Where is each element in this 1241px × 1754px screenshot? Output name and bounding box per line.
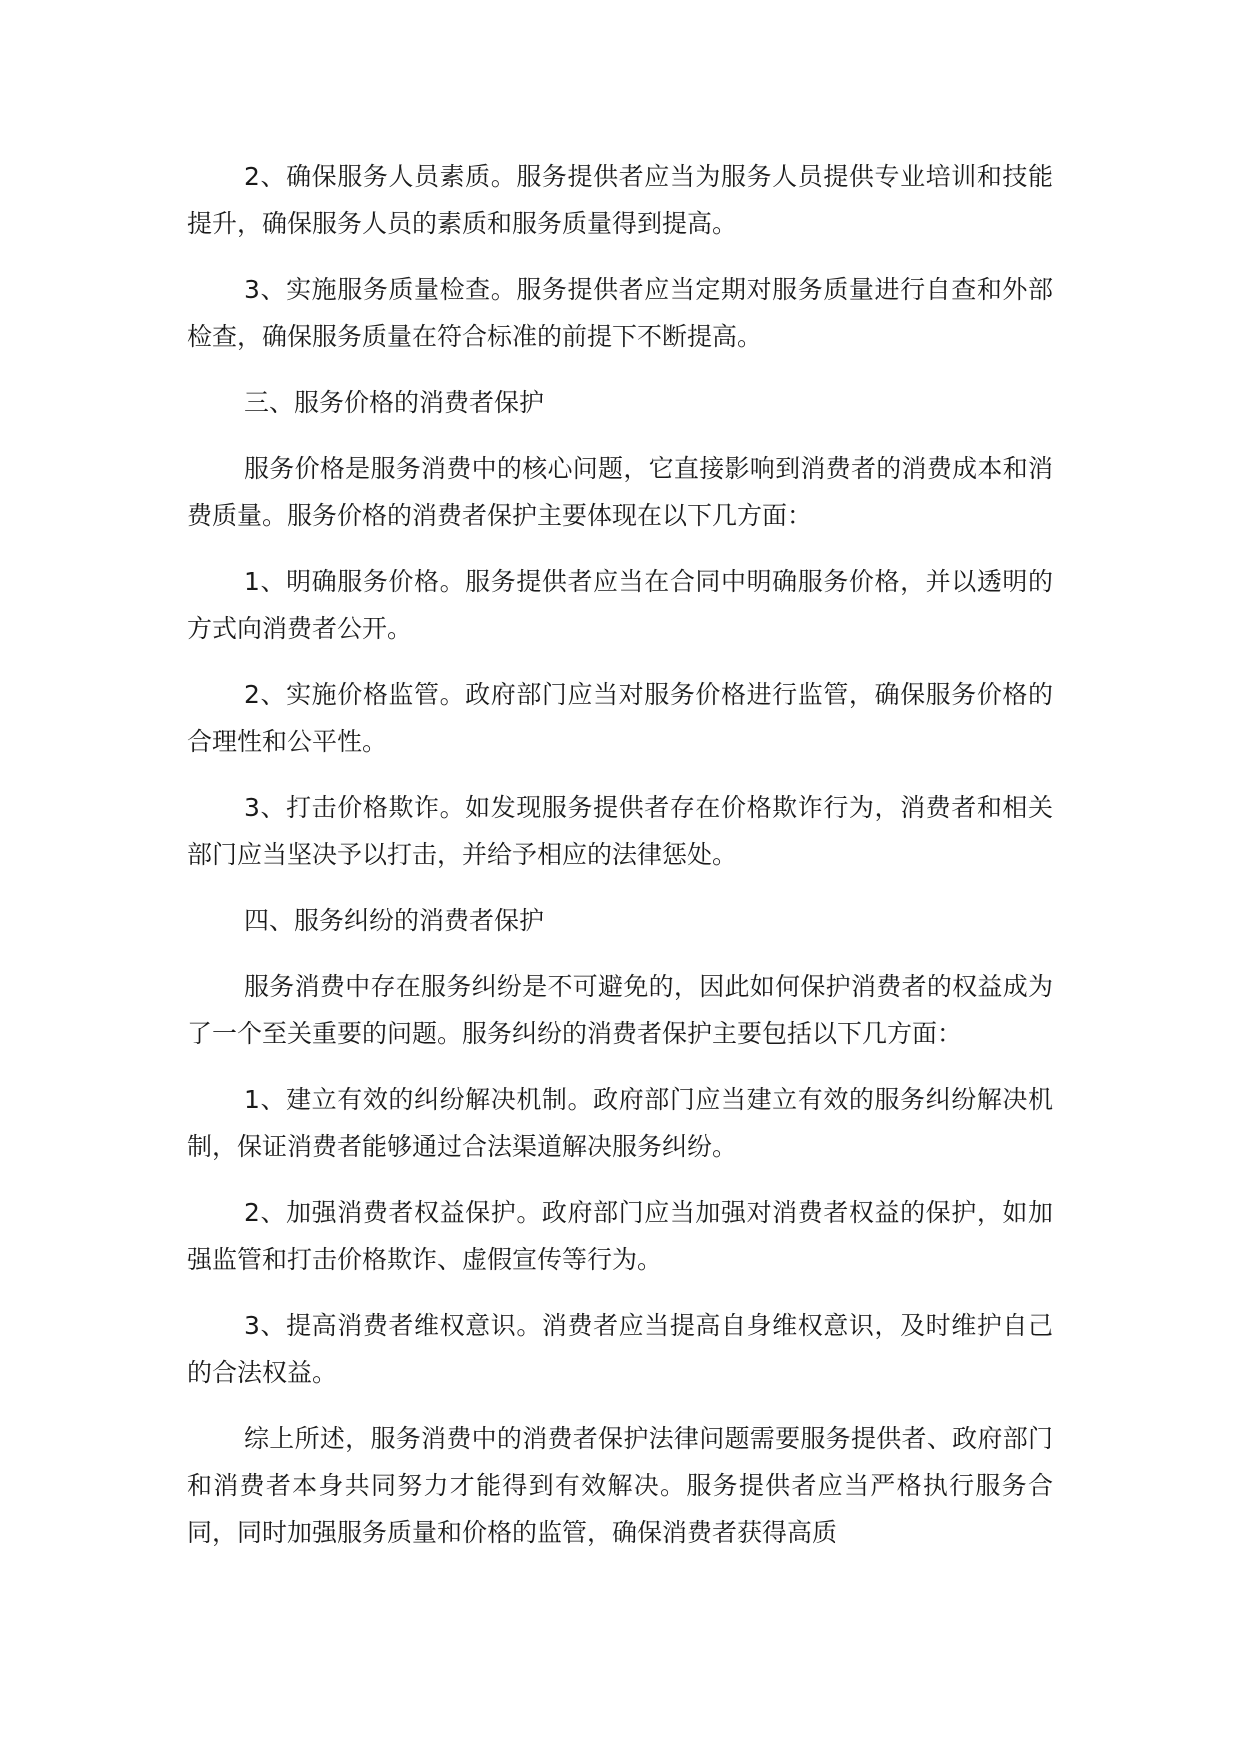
paragraph-staff-quality: 2、确保服务人员素质。服务提供者应当为服务人员提供专业培训和技能提升，确保服务人员的素质和服务质量得到提高。 <box>187 162 1053 238</box>
paragraph-price-supervision: 2、实施价格监管。政府部门应当对服务价格进行监管，确保服务价格的合理性和公平性。 <box>187 680 1053 756</box>
paragraph-quality-inspection: 3、实施服务质量检查。服务提供者应当定期对服务质量进行自查和外部检查，确保服务质量在符合标准的前提下不断提高。 <box>187 275 1053 351</box>
paragraph-price-fraud: 3、打击价格欺诈。如发现服务提供者存在价格欺诈行为，消费者和相关部门应当坚决予以打击，并给予相应的法律惩处。 <box>187 793 1053 869</box>
paragraph-conclusion: 综上所述，服务消费中的消费者保护法律问题需要服务提供者、政府部门和消费者本身共同努力才能得到有效解决。服务提供者应当严格执行服务合同，同时加强服务质量和价格的监管，确保消费者获得高质 <box>187 1424 1053 1547</box>
section-heading-price: 三、服务价格的消费者保护 <box>244 388 545 417</box>
paragraph-rights-awareness: 3、提高消费者维权意识。消费者应当提高自身维权意识，及时维护自己的合法权益。 <box>187 1311 1053 1387</box>
paragraph-clear-price: 1、明确服务价格。服务提供者应当在合同中明确服务价格，并以透明的方式向消费者公开。 <box>187 567 1053 643</box>
section-heading-dispute: 四、服务纠纷的消费者保护 <box>244 906 545 935</box>
paragraph-dispute-intro: 服务消费中存在服务纠纷是不可避免的，因此如何保护消费者的权益成为了一个至关重要的问题。服务纠纷的消费者保护主要包括以下几方面： <box>187 972 1053 1048</box>
paragraph-dispute-mechanism: 1、建立有效的纠纷解决机制。政府部门应当建立有效的服务纠纷解决机制，保证消费者能够通过合法渠道解决服务纠纷。 <box>187 1085 1053 1161</box>
paragraph-rights-protection: 2、加强消费者权益保护。政府部门应当加强对消费者权益的保护，如加强监管和打击价格欺诈、虚假宣传等行为。 <box>187 1198 1053 1274</box>
paragraph-price-intro: 服务价格是服务消费中的核心问题，它直接影响到消费者的消费成本和消费质量。服务价格的消费者保护主要体现在以下几方面： <box>187 454 1053 530</box>
document-body <box>187 153 1053 1575</box>
